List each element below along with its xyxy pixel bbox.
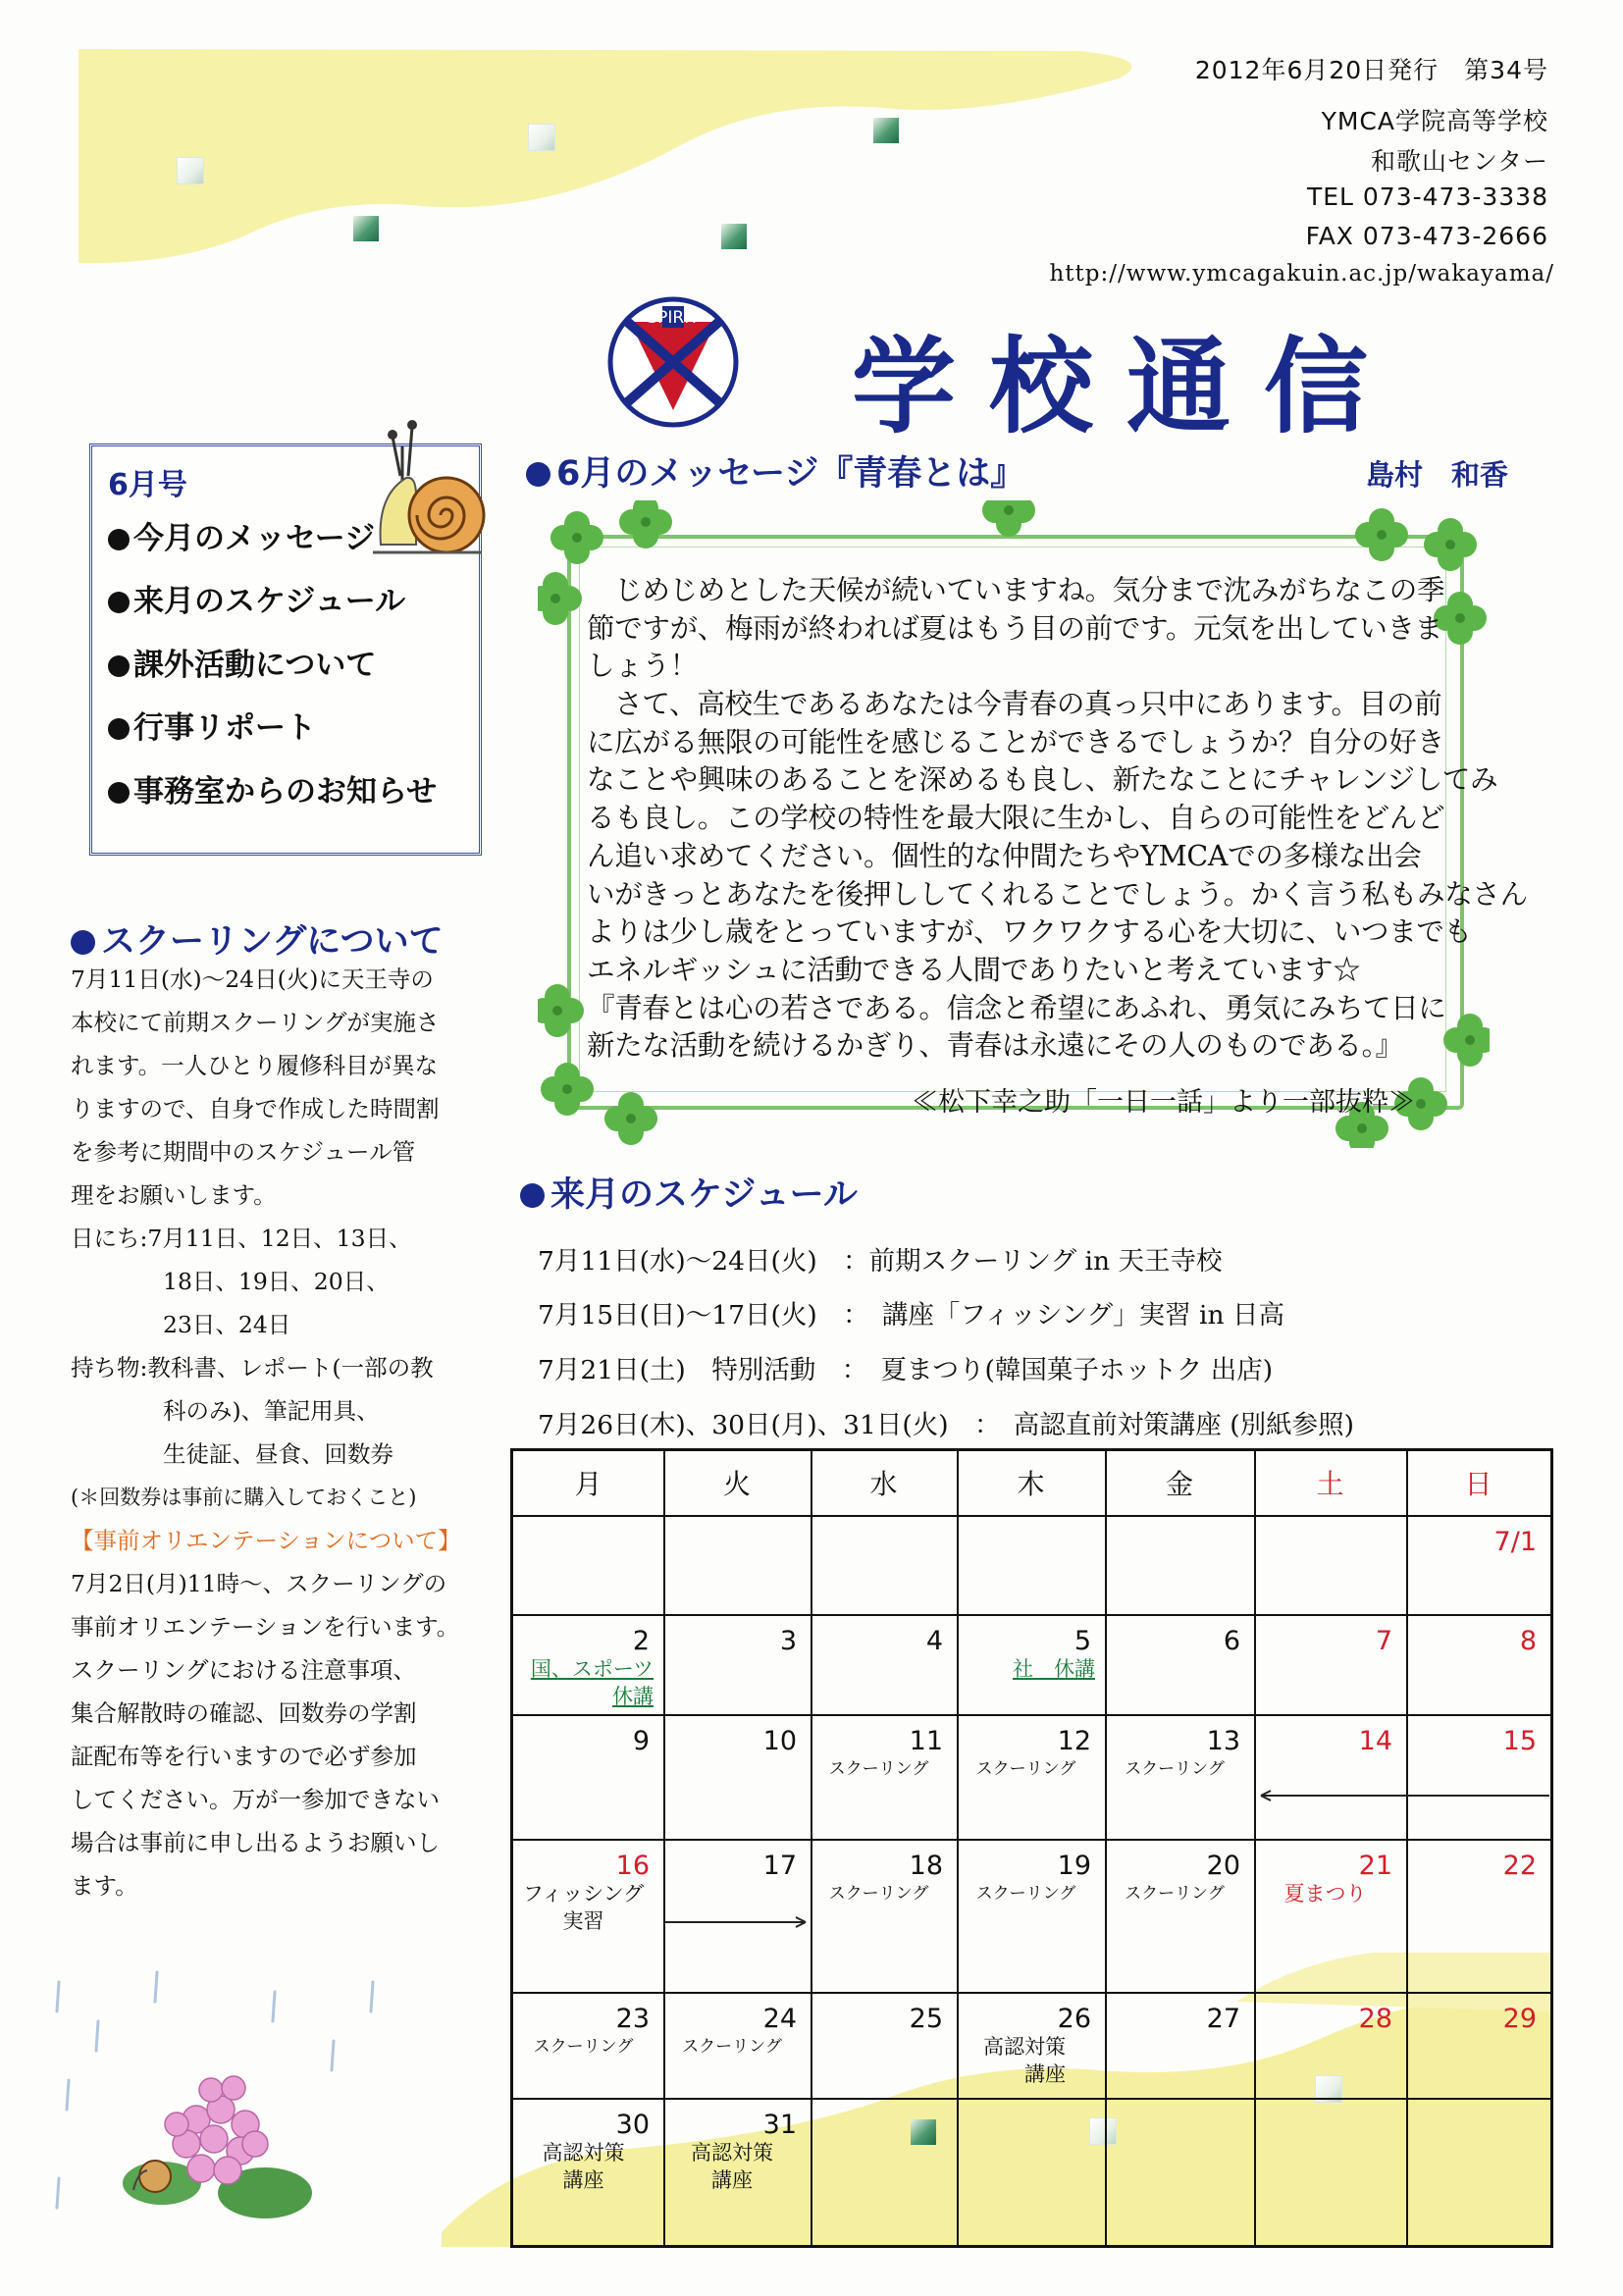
calendar-day: 19: [1057, 1851, 1091, 1881]
text-line: 7月2日(月)11時～、スクーリングの: [71, 1570, 447, 1597]
message-title: 6月のメッセージ『青春とは』: [526, 446, 1024, 496]
calendar-day: 3: [779, 1626, 797, 1656]
calendar-note-line: スクーリング: [1125, 1759, 1225, 1779]
text-line: 証配布等を行いますので必ず参加: [71, 1743, 417, 1770]
ymca-logo: [605, 294, 741, 430]
text-line: りますので、自身で作成した時間割: [71, 1095, 440, 1122]
calendar-day: 8: [1519, 1626, 1537, 1656]
calendar-note-line: スクーリング: [828, 1759, 929, 1779]
calendar-note-line: 講座: [711, 2168, 753, 2192]
text-line: 本校にて前期スクーリングが実施さ: [71, 1009, 440, 1036]
text-line: 理をお願いします。: [71, 1181, 277, 1209]
schedule-item: 7月11日(水)～24日(火) ：前期スクーリング in 天王寺校: [538, 1246, 1223, 1277]
weekday-header: 火: [722, 1468, 751, 1500]
text-line: さて、高校生であるあなたは今青春の真っ只中にあります。目の前: [587, 688, 1442, 721]
snail-icon: [373, 407, 491, 564]
calendar-grid-line: [513, 2098, 1550, 2100]
calendar-note-line: スクーリング: [828, 1884, 929, 1904]
page-title: 学校通信: [852, 327, 1401, 447]
calendar-note-line: スクーリング: [975, 1884, 1076, 1904]
calendar-day: 16: [615, 1851, 650, 1881]
message-author: 島村 和香: [1366, 458, 1509, 492]
calendar-event: [513, 1655, 654, 1710]
text-line: れます。一人ひとり履修科目が異な: [71, 1052, 439, 1079]
toc-item[interactable]: 今月のメッセージ: [108, 513, 375, 557]
toc-item[interactable]: 課外活動について: [108, 640, 376, 684]
calendar-day: 9: [632, 1726, 650, 1756]
text-line: 持ち物:教科書、レポート(一部の教: [71, 1354, 434, 1382]
calendar-note-line: スクーリング: [1125, 1884, 1225, 1904]
schedule-item: 7月21日(土) 特別活動 ： 夏まつり(韓国菓子ホットク 出店): [538, 1355, 1274, 1385]
calendar-note-line: 国、スポーツ: [530, 1657, 654, 1681]
arrow-icon: [665, 1915, 808, 1929]
text-line: してください。万が一参加できない: [71, 1786, 440, 1813]
calendar-event: [513, 2033, 654, 2061]
text-line: (＊回数券は事前に購入しておくこと): [71, 1486, 417, 1509]
calendar-note-line: 休講: [612, 1685, 654, 1708]
decor-square-2: [528, 124, 555, 151]
calendar-day: 25: [909, 2004, 943, 2034]
decor-square-4: [353, 216, 379, 241]
quote-source: ≪松下幸之助「一日一話」より一部抜粋≫: [912, 1087, 1415, 1118]
fax-number: FAX 073-473-2666: [1305, 222, 1548, 250]
decor-square-5: [721, 224, 747, 249]
text-line: 『青春とは心の若さである。信念と希望にあふれ、勇気にみちて日に: [587, 991, 1446, 1024]
calendar-event: [957, 2033, 1066, 2088]
calendar-day: 26: [1057, 2004, 1091, 2034]
calendar-day: 7/1: [1493, 1527, 1537, 1557]
text-line: 新たな活動を続けるかぎり、青春は永遠にその人のものである。』: [587, 1029, 1403, 1063]
bullet-icon: [108, 592, 130, 613]
calendar-note-line: 高認対策: [691, 2141, 773, 2165]
bullet-icon: [108, 529, 130, 550]
calendar-event: [957, 1755, 1095, 1783]
calendar-day: 20: [1206, 1851, 1240, 1881]
calendar: [510, 1448, 1553, 2248]
text-line: を参考に期間中のスケジュール管: [71, 1138, 416, 1166]
calendar-note-line: 高認対策: [983, 2035, 1066, 2059]
text-line: 7月11日(水)～24日(火)に天王寺の: [71, 965, 434, 993]
calendar-day: 6: [1223, 1626, 1240, 1656]
bullet-icon: [71, 930, 95, 955]
text-line: 集合解散時の確認、回数券の学割: [71, 1699, 417, 1727]
arrow-icon: [1259, 1789, 1549, 1802]
calendar-grid-line: [957, 1451, 959, 2245]
calendar-grid-line: [1406, 1451, 1408, 2245]
calendar-grid-line: [811, 1451, 812, 2245]
calendar-grid-line: [1254, 1451, 1256, 2245]
issue-date: 2012年6月20日発行 第34号: [1194, 56, 1548, 84]
calendar-note-line: 講座: [1024, 2062, 1066, 2086]
calendar-event: [1254, 1880, 1396, 1907]
schedule-item: 7月15日(日)～17日(火) ： 講座「フィッシング」実習 in 日高: [538, 1300, 1284, 1331]
calendar-event: [1105, 1755, 1244, 1783]
tel-number: TEL 073-473-3338: [1306, 183, 1548, 211]
message-body: [587, 572, 1528, 1066]
calendar-day: 2: [632, 1626, 650, 1656]
calendar-note-line: スクーリング: [682, 2037, 782, 2057]
bullet-icon: [108, 718, 130, 740]
calendar-event: [957, 1880, 1095, 1907]
schooling-title: スクーリングについて: [71, 914, 444, 964]
text-line: ます。: [71, 1872, 138, 1900]
toc-item[interactable]: 来月のスケジュール: [108, 576, 405, 620]
calendar-note-line: フィッシング: [522, 1882, 645, 1905]
decor-square-3: [873, 118, 899, 143]
calendar-day: 31: [762, 2110, 797, 2140]
calendar-grid-line: [1105, 1451, 1107, 2245]
calendar-day: 4: [925, 1626, 943, 1656]
decor-square-1: [177, 157, 204, 184]
calendar-day: 14: [1358, 1726, 1392, 1756]
text-line: よりは少し歳をとっていますが、ワクワクする心を大切に、いつまでも: [587, 915, 1472, 949]
calendar-event: [513, 2139, 654, 2194]
calendar-day: 15: [1502, 1726, 1537, 1756]
bullet-icon: [108, 655, 130, 677]
calendar-day: 30: [615, 2110, 650, 2140]
text-line: るも良し。この学校の特性を最大限に生かし、自らの可能性をどんど: [587, 802, 1445, 835]
calendar-event: [957, 1655, 1095, 1683]
bullet-icon: [520, 1183, 545, 1208]
schedule-item: 7月26日(木)、30日(月)、31日(火) ： 高認直前対策講座 (別紙参照): [538, 1410, 1354, 1440]
orientation-heading: 【事前オリエンテーションについて】: [71, 1527, 461, 1554]
calendar-day: 23: [615, 2004, 650, 2034]
calendar-day: 29: [1502, 2004, 1537, 2034]
text-line: 日にち:7月11日、12日、13日、: [71, 1225, 412, 1252]
text-line: 23日、24日: [71, 1311, 291, 1338]
school-name: YMCA学院高等学校: [1321, 107, 1548, 135]
calendar-note-line: 高認対策: [542, 2141, 625, 2165]
text-line: 生徒証、昼食、回数券: [71, 1440, 393, 1468]
text-line: に広がる無限の可能性を感じることができるでしょうか？自分の好き: [587, 725, 1444, 758]
center-name: 和歌山センター: [1370, 147, 1548, 176]
calendar-note-line: 実習: [562, 1909, 604, 1933]
hydrangea-icon: [39, 1962, 432, 2257]
weekday-header: 月: [574, 1468, 602, 1500]
text-line: 18日、19日、20日、: [71, 1268, 390, 1295]
calendar-note-line: スクーリング: [533, 2037, 634, 2057]
calendar-day: 21: [1358, 1851, 1392, 1881]
calendar-event: [811, 1880, 947, 1907]
text-line: スクーリングにおける注意事項、: [71, 1656, 417, 1684]
calendar-day: 27: [1206, 2004, 1240, 2034]
text-line: いがきっとあなたを後押ししてくれることでしょう。かく言う私もみなさん: [587, 877, 1528, 911]
weekday-header: 金: [1165, 1468, 1193, 1500]
calendar-day: 5: [1073, 1626, 1091, 1656]
calendar-event: [811, 1755, 947, 1783]
weekday-header: 水: [869, 1468, 898, 1500]
weekday-header: 日: [1464, 1468, 1492, 1500]
text-line: 事前オリエンテーションを行います。: [71, 1613, 460, 1641]
calendar-day: 17: [762, 1851, 797, 1881]
toc-item[interactable]: 行事リポート: [108, 703, 316, 747]
calendar-grid-line: [513, 1992, 1550, 1994]
calendar-note-line: スクーリング: [975, 1759, 1076, 1779]
bullet-icon: [108, 782, 130, 804]
calendar-day: 10: [762, 1726, 797, 1756]
bullet-icon: [526, 462, 550, 487]
text-line: ん追い求めてください。個性的な仲間たちやYMCAでの多様な出会: [587, 839, 1422, 872]
calendar-day: 22: [1502, 1851, 1537, 1881]
calendar-event: [663, 2033, 801, 2061]
logo-p: SPIRIT: [647, 308, 700, 328]
calendar-grid-line: [513, 1714, 1550, 1716]
calendar-day: 24: [762, 2004, 797, 2034]
calendar-day: 13: [1206, 1726, 1240, 1756]
text-line: なことや興味のあることを深めるも良し、新たなことにチャレンジしてみ: [587, 763, 1498, 797]
toc-heading: 6月号: [108, 468, 187, 502]
schooling-body: [71, 958, 461, 1907]
calendar-day: 7: [1375, 1626, 1392, 1656]
text-line: 場合は事前に申し出るようお願いし: [71, 1829, 440, 1856]
calendar-note-line: 社 休講: [1013, 1657, 1095, 1681]
calendar-event: [663, 2139, 801, 2194]
text-line: 科のみ)、筆記用具、: [71, 1397, 380, 1425]
weekday-header: 木: [1017, 1468, 1045, 1500]
calendar-event: [513, 1880, 654, 1935]
calendar-day: 18: [909, 1851, 943, 1881]
calendar-grid-line: [513, 1839, 1550, 1841]
toc-item[interactable]: 事務室からのお知らせ: [108, 766, 437, 810]
calendar-day: 12: [1057, 1726, 1091, 1756]
calendar-day: 11: [909, 1726, 943, 1756]
calendar-grid-line: [513, 1614, 1550, 1616]
calendar-note-line: 夏まつり: [1283, 1882, 1367, 1905]
calendar-note-line: 講座: [562, 2168, 604, 2192]
weekday-header: 土: [1316, 1468, 1344, 1500]
schedule-title: 来月のスケジュール: [520, 1168, 858, 1217]
website-url[interactable]: http://www.ymcagakuin.ac.jp/wakayama/: [1049, 261, 1554, 287]
text-line: じめじめとした天候が続いていますね。気分まで沈みがちなこの季: [587, 574, 1445, 606]
text-line: しょう！: [587, 650, 698, 683]
calendar-grid-line: [513, 1515, 1550, 1517]
text-line: エネルギッシュに活動できる人間でありたいと考えています☆: [587, 953, 1361, 986]
calendar-day: 28: [1358, 2004, 1392, 2034]
calendar-event: [1105, 1880, 1244, 1907]
text-line: 節ですが、梅雨が終われば夏はもう目の前です。元気を出していきま: [587, 611, 1442, 645]
